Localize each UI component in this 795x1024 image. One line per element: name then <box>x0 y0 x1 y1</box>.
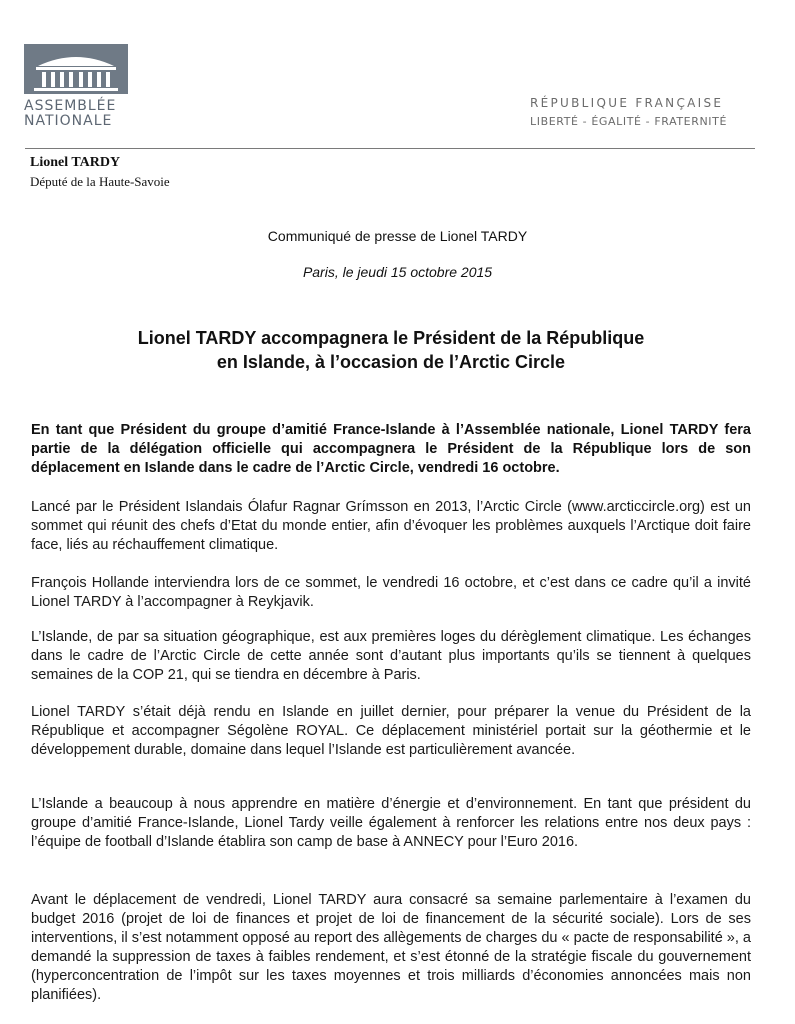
headline <box>0 326 782 374</box>
body-paragraph: L’Islande a beaucoup à nous apprendre en matière d’énergie et d’environnement. En tant que président du groupe d’amitié France-Islande, Lionel Tardy veille également à renforcer les relations entre nos deux pays : l’équipe de football d’Islande établira son camp de base à ANNECY pour l’Euro 2016. <box>31 796 751 850</box>
release-date: Paris, le jeudi 15 octobre 2015 <box>302 264 493 280</box>
headline-line-1: Lionel TARDY accompagnera le Président de la République <box>137 328 645 348</box>
header-divider <box>25 148 755 149</box>
release-label: Communiqué de presse de Lionel TARDY <box>267 228 528 244</box>
body-paragraph: Lancé par le Président Islandais Ólafur Ragnar Grímsson en 2013, l’Arctic Circle (www.arcticcircle.org) est un sommet qui réunit des chefs d’Etat du monde entier, afin d’évoquer les problèmes auxquels l’Arctique doit faire face, liés au réchauffement climatique. <box>31 499 751 553</box>
headline-line-2: en Islande, à l’occasion de l’Arctic Circle <box>216 352 566 372</box>
deputy-name: Lionel TARDY <box>30 155 121 170</box>
deputy-title: Député de la Haute-Savoie <box>30 174 170 189</box>
devise: LIBERTÉ - ÉGALITÉ - FRATERNITÉ <box>530 115 727 128</box>
assemblee-nationale-logo <box>24 44 132 129</box>
body-paragraph: L’Islande, de par sa situation géographique, est aux premières loges du dérèglement climatique. Les échanges dans le cadre de l’Arctic Circle de cette année sont d’autant plus importants qu’ils se tiennent à quelques semaines de la COP 21, qui se tiendra en décembre à Paris. <box>31 629 751 683</box>
logo-line-2: NATIONALE <box>24 113 113 129</box>
body-paragraph: François Hollande interviendra lors de ce sommet, le vendredi 16 octobre, et c’est dans ce cadre qu’il a invité Lionel TARDY à l’accompagner à Reykjavik. <box>31 575 751 610</box>
body-paragraph: Lionel TARDY s’était déjà rendu en Islande en juillet dernier, pour préparer la venue du Président de la République et accompagner Ségolène ROYAL. Ce déplacement ministériel portait sur la géothermie et le développement durable, domaine dans lequel l’Islande est particulièrement avancée. <box>31 704 751 758</box>
republique-francaise: RÉPUBLIQUE FRANÇAISE <box>530 96 724 110</box>
logo-line-1: ASSEMBLÉE <box>24 98 117 114</box>
logo-text <box>24 99 132 129</box>
body-paragraph: Avant le déplacement de vendredi, Lionel TARDY aura consacré sa semaine parlementaire à l’examen du budget 2016 (projet de loi de finances et projet de loi de financement de la sécurité sociale). Lors de ses interventions, il s’est notamment opposé au report des allègements de charges du « pacte de responsabilité », a demandé la suppression de taxes à faibles rendement, et s’est étonné de la stratégie fiscale du gouvernement (hyperconcentration de l’impôt sur les taxes moyennes et trois milliards d’économies annoncées mais non planifiées). <box>31 892 751 1003</box>
hemicycle-emblem-icon <box>24 44 128 94</box>
lead-paragraph: En tant que Président du groupe d’amitié France-Islande à l’Assemblée nationale, Lionel TARDY fera partie de la délégation officielle qui accompagnera le Président de la République lors de son déplacement en Islande dans le cadre de l’Arctic Circle, vendredi 16 octobre. <box>31 422 751 476</box>
